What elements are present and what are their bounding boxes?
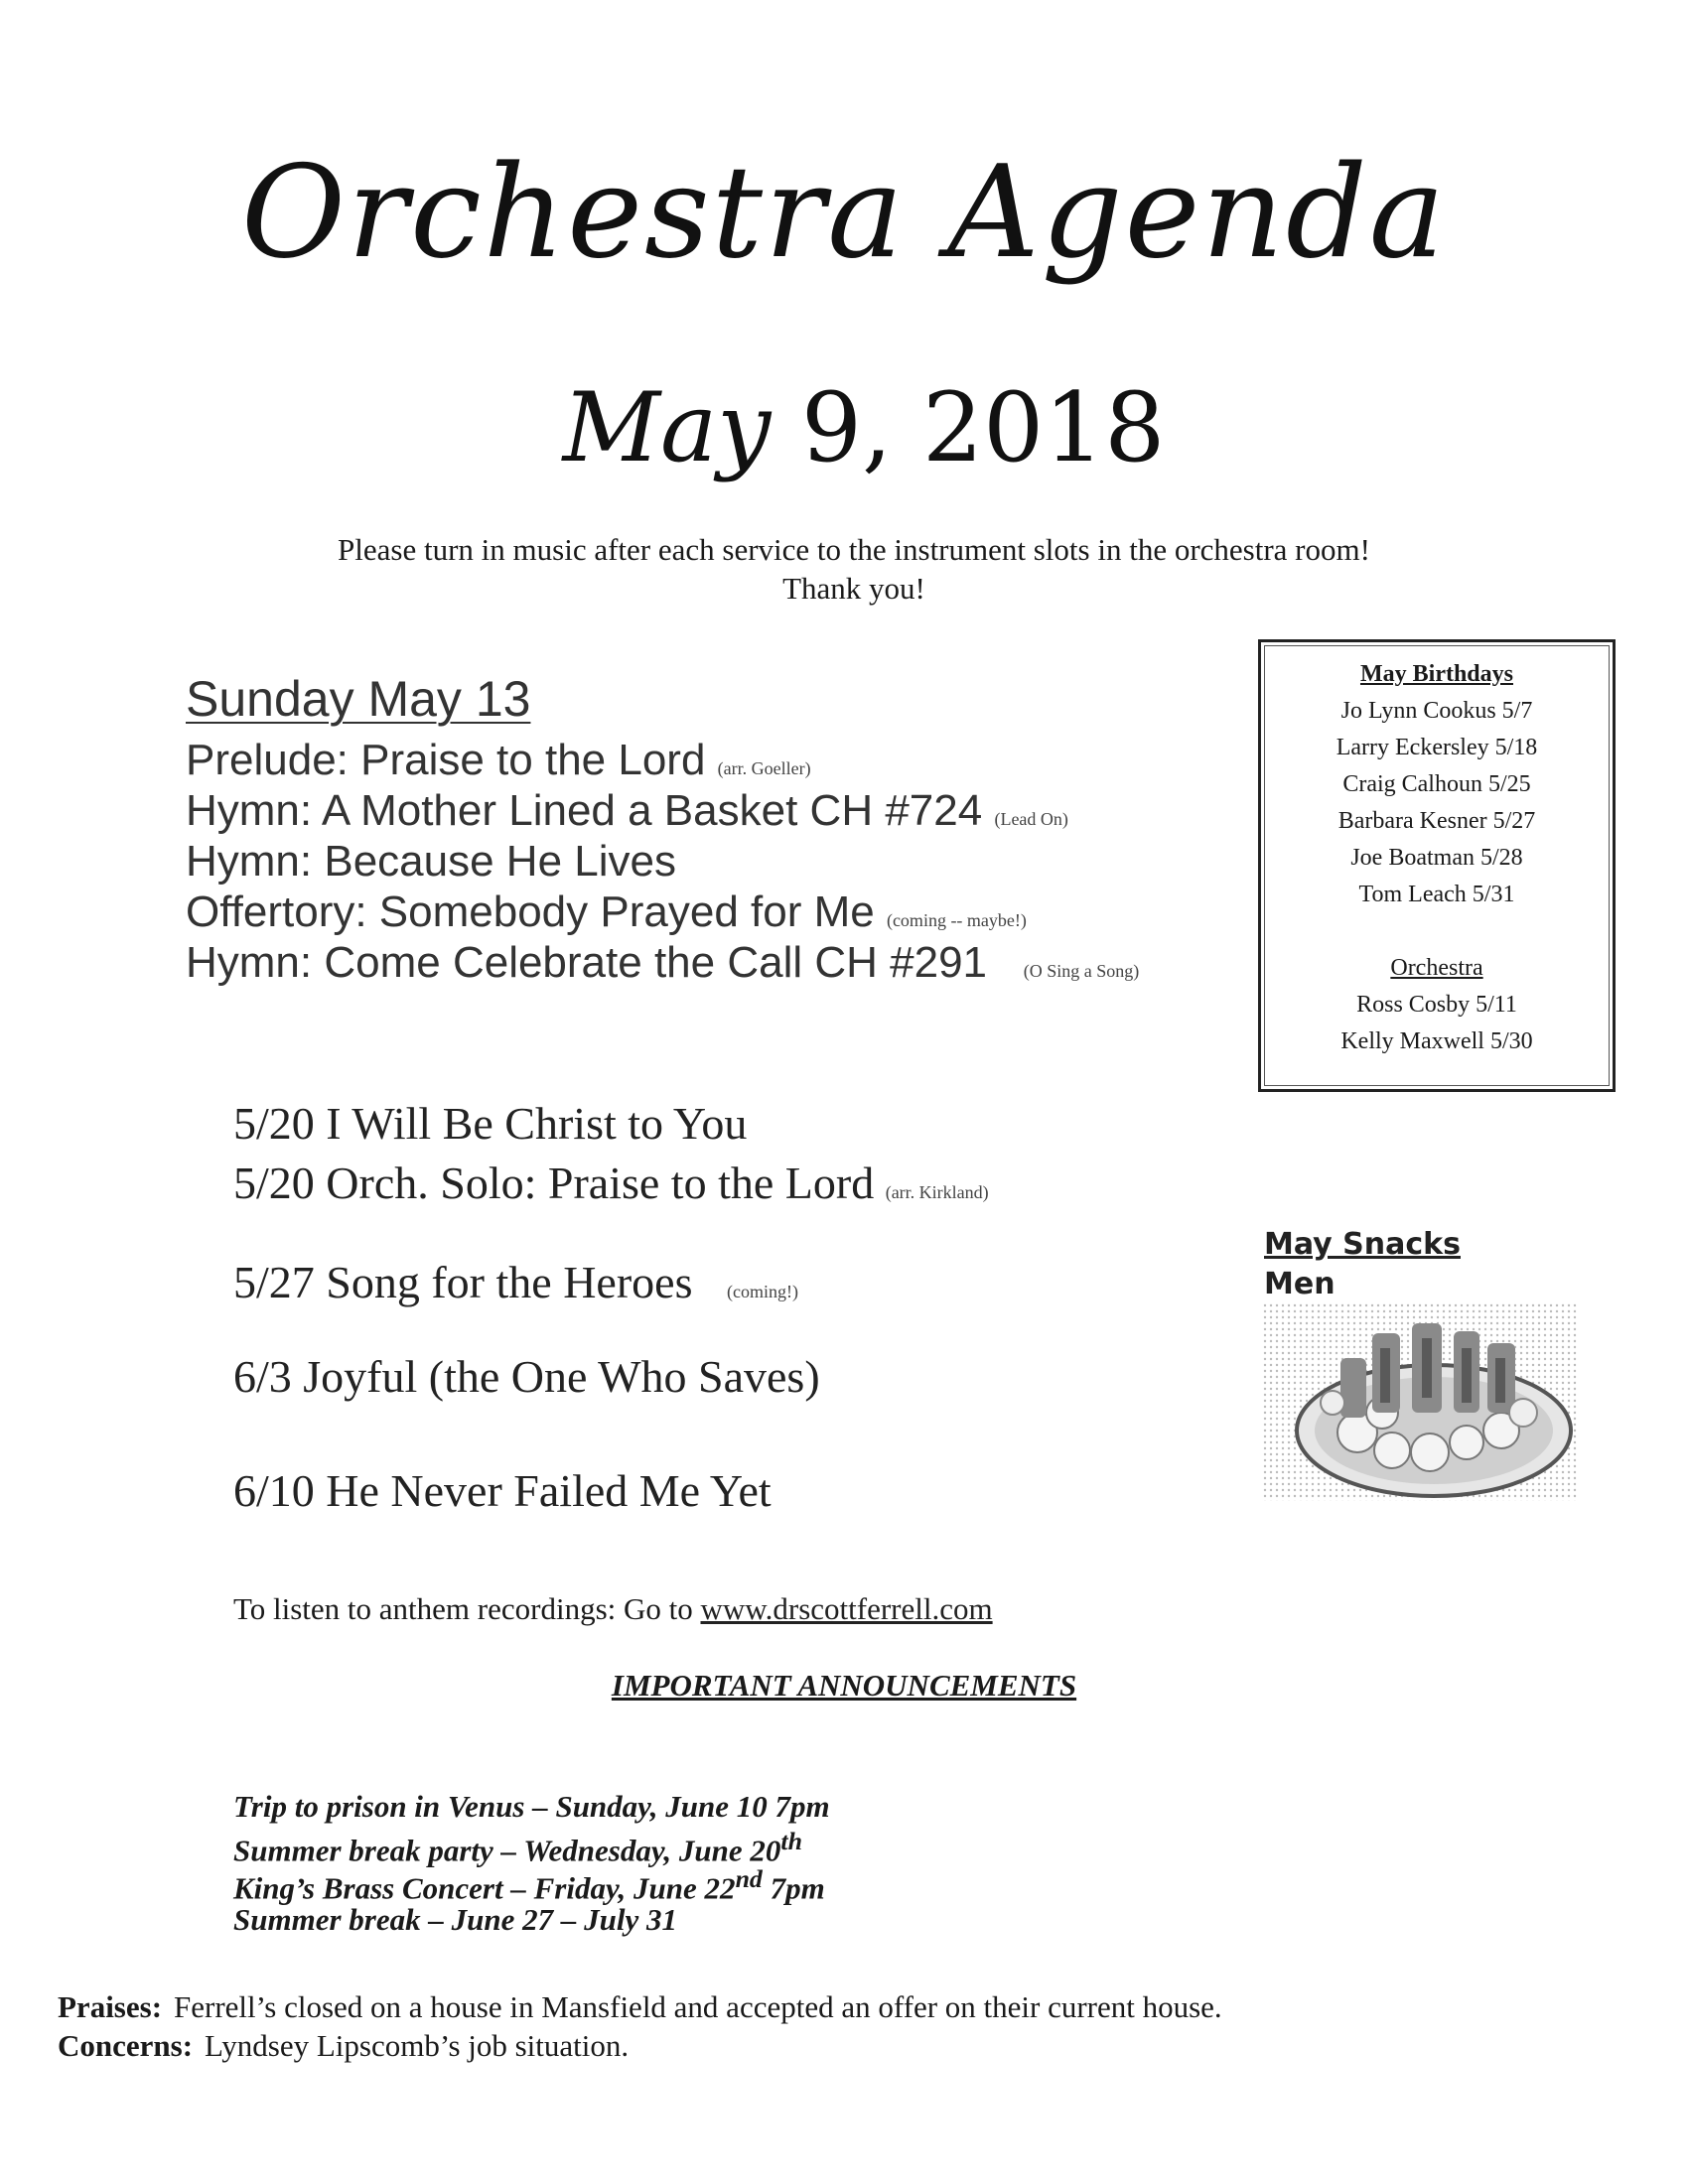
date-month: May	[562, 372, 772, 483]
birthday-entry: Ross Cosby 5/11	[1356, 992, 1517, 1018]
concerns-line	[58, 2028, 629, 2064]
schedule-item: 5/20 I Will Be Christ to You	[233, 1098, 748, 1149]
notice-line-2: Thank you!	[782, 571, 925, 606]
snacks-group: Men	[1264, 1267, 1336, 1301]
orchestra-heading: Orchestra	[1390, 955, 1483, 981]
announcement-item: King’s Brass Concert – Friday, June 22nd 7pm	[233, 1864, 825, 1906]
birthday-entry: Tom Leach 5/31	[1358, 882, 1515, 907]
schedule-item: 5/27 Song for the Heroes (coming!)	[233, 1257, 798, 1307]
sunday-item: Hymn: Because He Lives	[186, 837, 676, 886]
schedule-item: 5/20 Orch. Solo: Praise to the Lord (arr. Kirkland)	[233, 1158, 989, 1208]
announcement-item: Summer break party – Wednesday, June 20th	[233, 1827, 802, 1868]
praises-label: Praises:	[58, 1989, 163, 2024]
concerns-text: Lyndsey Lipscomb’s job situation.	[205, 2028, 630, 2063]
schedule-item: 6/10 He Never Failed Me Yet	[233, 1465, 772, 1516]
agenda-date	[0, 372, 1688, 483]
sunday-item: Hymn: A Mother Lined a Basket CH #724 (Lead On)	[186, 786, 1068, 835]
birthday-entry: Kelly Maxwell 5/30	[1340, 1028, 1533, 1054]
snack-tray-image	[1263, 1303, 1577, 1501]
sunday-item: Prelude: Praise to the Lord (arr. Goeller)	[186, 736, 811, 784]
birthday-entry: Jo Lynn Cookus 5/7	[1340, 698, 1533, 724]
birthday-entry: Barbara Kesner 5/27	[1337, 808, 1536, 834]
date-rest: 9, 2018	[800, 372, 1166, 483]
snacks-section	[1264, 1225, 1461, 1304]
sunday-item: Hymn: Come Celebrate the Call CH #291 (O Sing a Song)	[186, 938, 1140, 987]
listen-line: To listen to anthem recordings: Go to www.drscottferrell.com	[233, 1591, 993, 1626]
notice-line-1: Please turn in music after each service to the instrument slots in the orchestra room!	[338, 532, 1370, 567]
announcement-item: Trip to prison in Venus – Sunday, June 10 7pm	[233, 1789, 830, 1824]
recordings-link[interactable]: www.drscottferrell.com	[700, 1591, 993, 1626]
birthday-entry: Larry Eckersley 5/18	[1336, 735, 1538, 760]
page-title: Orchestra Agenda	[240, 139, 1448, 287]
birthdays-heading: May Birthdays	[1359, 661, 1513, 687]
concerns-label: Concerns:	[58, 2028, 194, 2063]
birthday-entry: Craig Calhoun 5/25	[1342, 771, 1531, 797]
schedule-item: 6/3 Joyful (the One Who Saves)	[233, 1351, 820, 1402]
snacks-heading: May Snacks	[1264, 1227, 1461, 1262]
sunday-item: Offertory: Somebody Prayed for Me (coming -- maybe!)	[186, 887, 1027, 936]
birthdays-box	[1258, 639, 1616, 1092]
birthday-entry: Joe Boatman 5/28	[1350, 845, 1523, 871]
sunday-heading: Sunday May 13	[186, 671, 531, 727]
praises-line	[58, 1989, 1222, 2025]
announcement-item: Summer break – June 27 – July 31	[233, 1902, 677, 1937]
praises-text: Ferrell’s closed on a house in Mansfield and accepted an offer on their current house.	[174, 1989, 1222, 2024]
announcements-heading: IMPORTANT ANNOUNCEMENTS	[611, 1668, 1077, 1703]
